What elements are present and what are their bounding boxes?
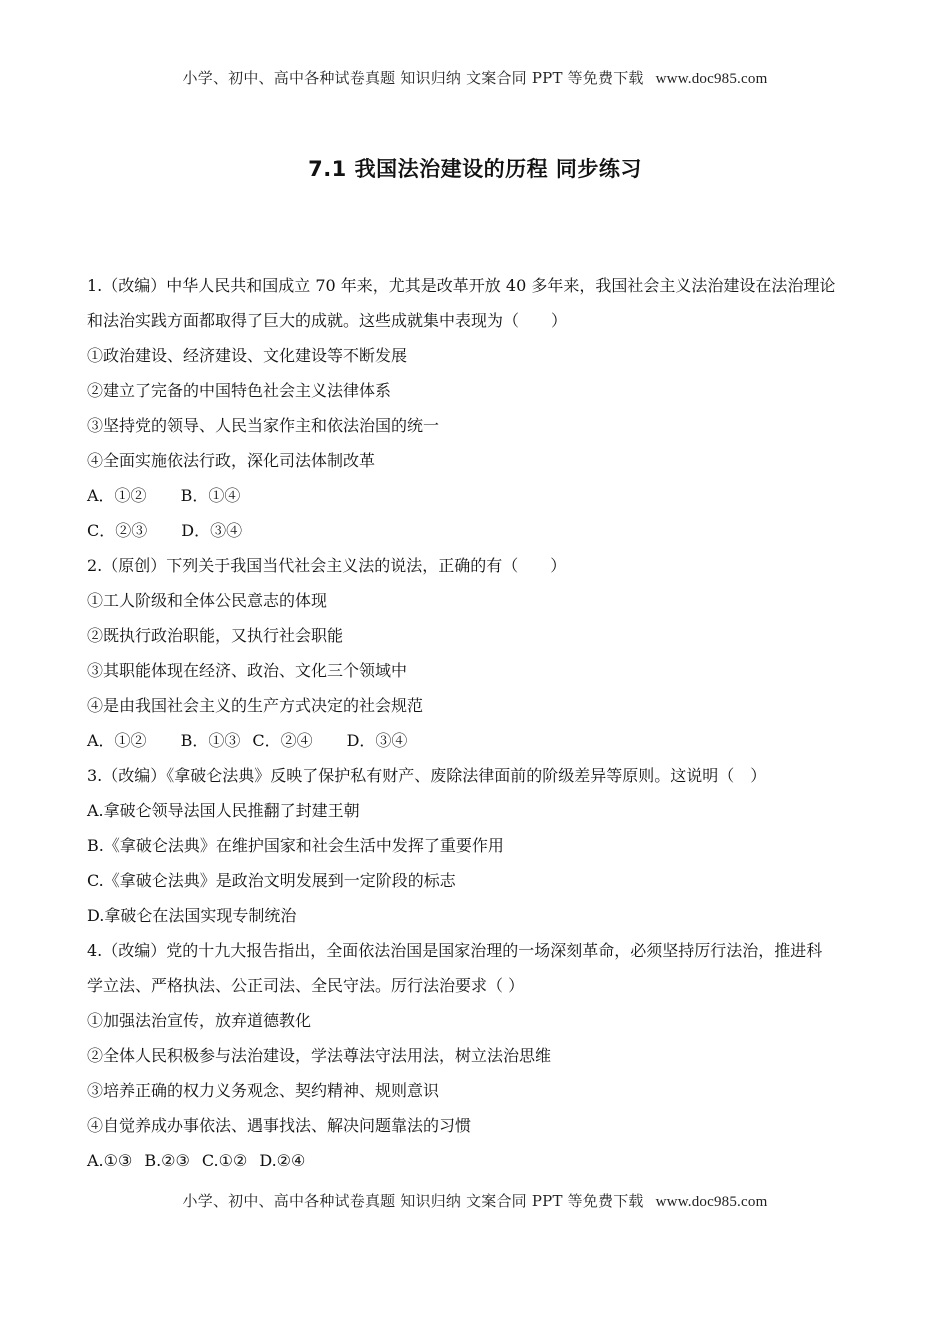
- question-4-stem-line-2: 学立法、严格执法、公正司法、全民守法。厉行法治要求（ ）: [87, 976, 525, 995]
- question-1-item-3: ③坚持党的领导、人民当家作主和依法治国的统一: [87, 416, 440, 435]
- page-footer: [0, 1190, 950, 1211]
- footer-url[interactable]: www.doc985.com: [655, 1194, 768, 1210]
- question-2-item-4: ④是由我国社会主义的生产方式决定的社会规范: [87, 696, 424, 715]
- question-1-option-a: A．①②: [87, 486, 147, 505]
- question-1-item-4: ④全面实施依法行政，深化司法体制改革: [87, 451, 376, 470]
- question-2-item-3: ③其职能体现在经济、政治、文化三个领域中: [87, 661, 408, 680]
- question-2-option-a: A．①②: [87, 731, 147, 750]
- question-4-item-2: ②全体人民积极参与法治建设，学法尊法守法用法，树立法治思维: [87, 1046, 552, 1065]
- question-2-options-row: [87, 723, 872, 758]
- footer-text: 小学、初中、高中各种试卷真题 知识归纳 文案合同 PPT 等免费下载: [182, 1192, 644, 1210]
- question-2-option-d: D．③④: [346, 731, 408, 750]
- question-4-item-1: ①加强法治宣传，放弃道德教化: [87, 1011, 312, 1030]
- question-1-option-b: B．①④: [180, 486, 241, 505]
- question-4-option-d: D.②④: [259, 1151, 306, 1170]
- question-4: [87, 933, 872, 1178]
- question-4-item-4: ④自觉养成办事依法、遇事找法、解决问题靠法的习惯: [87, 1116, 472, 1135]
- question-list: [87, 268, 872, 1178]
- question-2-item-2: ②既执行政治职能，又执行社会职能: [87, 626, 344, 645]
- question-4-option-b: B.②③: [144, 1151, 190, 1170]
- question-4-options-row: [87, 1143, 872, 1178]
- question-1-item-2: ②建立了完备的中国特色社会主义法律体系: [87, 381, 392, 400]
- question-3: [87, 758, 872, 933]
- question-2-option-b: B．①③: [180, 731, 241, 750]
- question-1-options-row-1: [87, 478, 872, 513]
- question-4-stem-line-1: 4.（改编）党的十九大报告指出，全面依法治国是国家治理的一场深刻革命，必须坚持厉行法治，推进科: [87, 941, 823, 960]
- page-header: [0, 67, 950, 88]
- header-url[interactable]: www.doc985.com: [655, 71, 768, 87]
- document-title: 7.1 我国法治建设的历程 同步练习: [308, 157, 642, 181]
- question-1-stem-line-2: 和法治实践方面都取得了巨大的成就。这些成就集中表现为（ ）: [87, 311, 568, 330]
- question-1-options-row-2: [87, 513, 872, 548]
- question-3-option-b: B.《拿破仑法典》在维护国家和社会生活中发挥了重要作用: [87, 836, 504, 855]
- question-4-item-3: ③培养正确的权力义务观念、契约精神、规则意识: [87, 1081, 440, 1100]
- question-3-stem-line-1: 3.（改编）《拿破仑法典》反映了保护私有财产、废除法律面前的阶级差异等原则。这说明（ ）: [87, 766, 767, 785]
- question-4-option-c: C.①②: [201, 1151, 248, 1170]
- question-2-option-c: C．②④: [252, 731, 313, 750]
- header-text: 小学、初中、高中各种试卷真题 知识归纳 文案合同 PPT 等免费下载: [182, 69, 644, 87]
- question-2-stem-line-1: 2.（原创）下列关于我国当代社会主义法的说法，正确的有（ ）: [87, 556, 567, 575]
- question-1-item-1: ①政治建设、经济建设、文化建设等不断发展: [87, 346, 408, 365]
- question-1-stem-line-1: 1.（改编）中华人民共和国成立 70 年来，尤其是改革开放 40 多年来，我国社会主义法治建设在法治理论: [87, 276, 836, 295]
- question-1: [87, 268, 872, 548]
- question-2-item-1: ①工人阶级和全体公民意志的体现: [87, 591, 328, 610]
- question-2: [87, 548, 872, 758]
- question-1-option-d: D．③④: [181, 521, 243, 540]
- question-4-option-a: A.①③: [87, 1151, 133, 1170]
- question-3-option-c: C.《拿破仑法典》是政治文明发展到一定阶段的标志: [87, 871, 456, 890]
- question-3-option-d: D.拿破仑在法国实现专制统治: [87, 906, 297, 925]
- question-1-option-c: C．②③: [87, 521, 148, 540]
- question-3-option-a: A.拿破仑领导法国人民推翻了封建王朝: [87, 801, 360, 820]
